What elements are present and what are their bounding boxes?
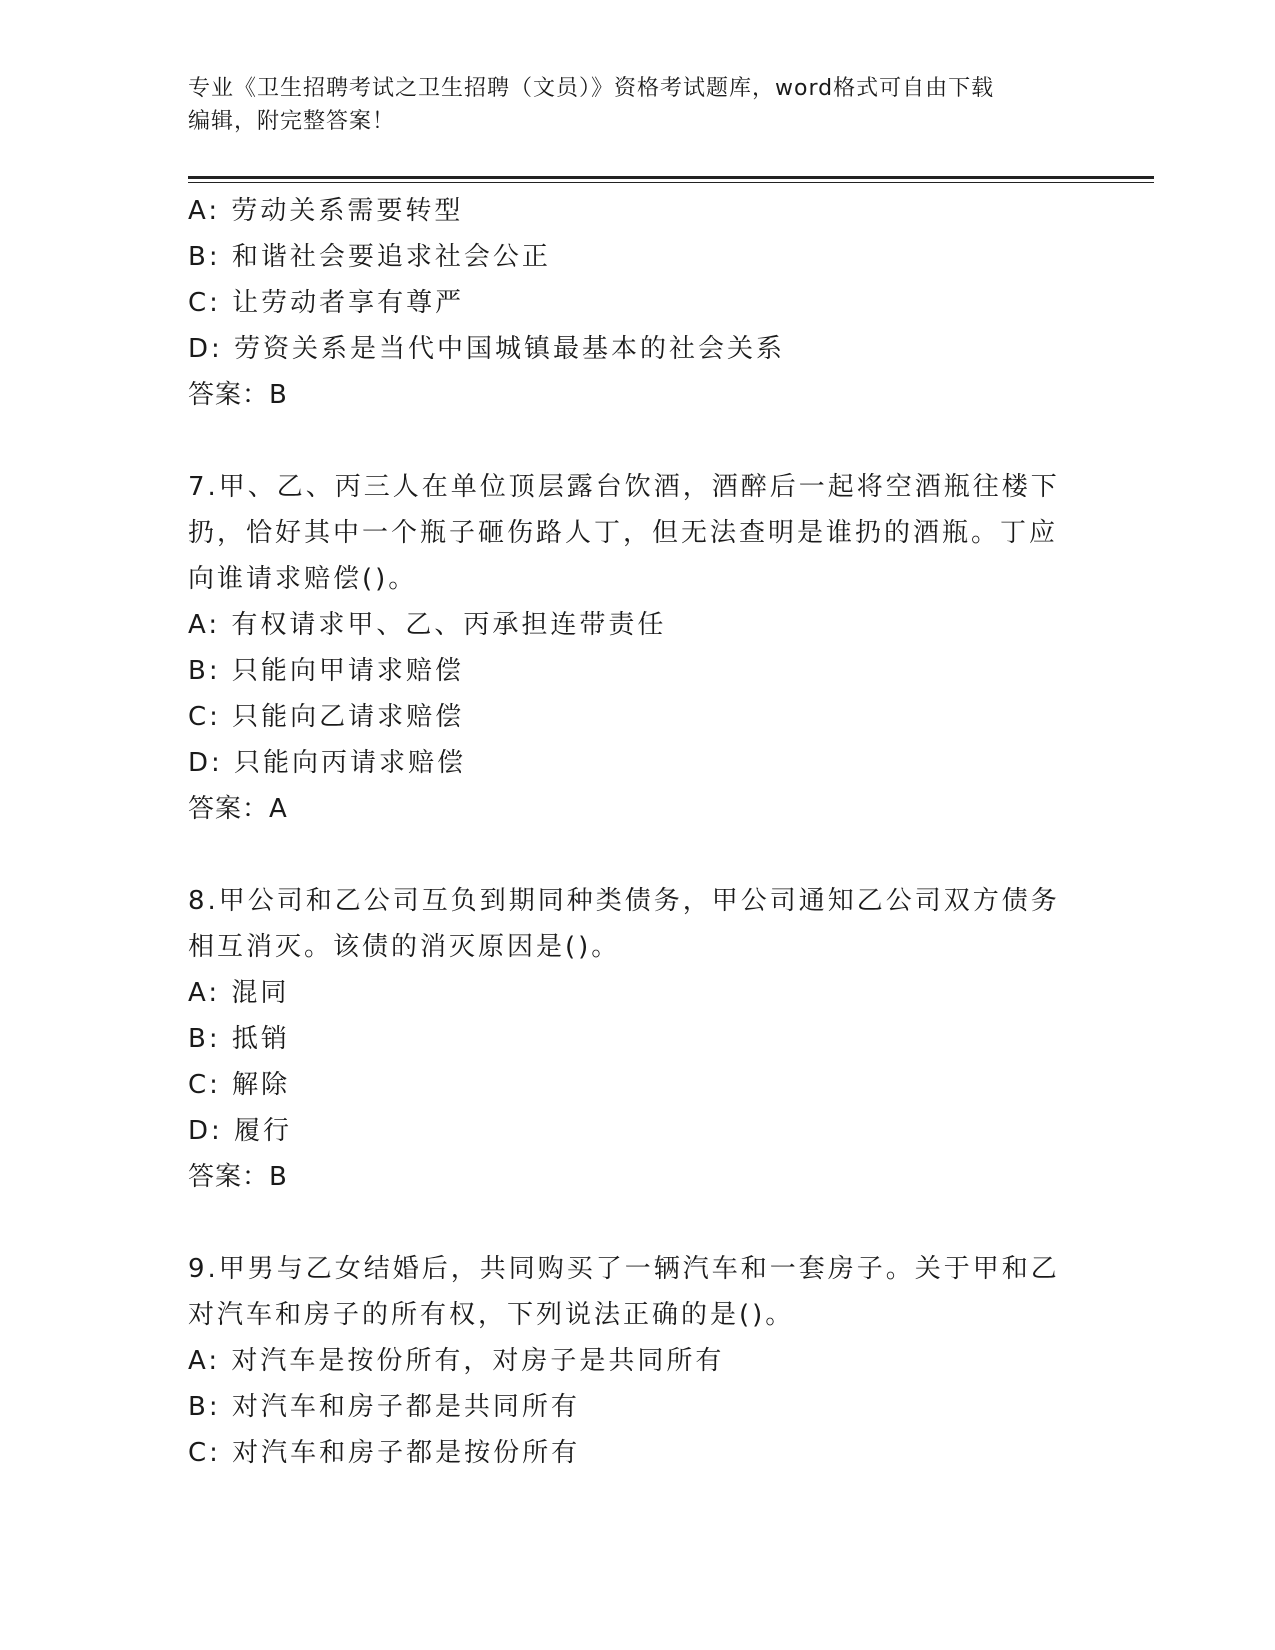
option-d: D: 履行 bbox=[188, 1116, 293, 1146]
option-a: A: 有权请求甲、乙、丙承担连带责任 bbox=[188, 610, 667, 640]
option-a: A: 对汽车是按份所有，对房子是共同所有 bbox=[188, 1346, 725, 1376]
answer: 答案：B bbox=[188, 1162, 288, 1192]
option-d: D: 只能向丙请求赔偿 bbox=[188, 748, 467, 778]
header-divider-thick bbox=[188, 176, 1154, 179]
question-6 bbox=[188, 188, 1088, 418]
question-list bbox=[188, 188, 1088, 1476]
spacer bbox=[188, 1200, 1088, 1246]
spacer bbox=[188, 832, 1088, 878]
question-text-line: 7.甲、乙、丙三人在单位顶层露台饮酒，酒醉后一起将空酒瓶往楼下 bbox=[188, 472, 1060, 502]
header-divider-thin bbox=[188, 182, 1154, 183]
question-9 bbox=[188, 1246, 1088, 1476]
question-text-line: 9.甲男与乙女结婚后，共同购买了一辆汽车和一套房子。关于甲和乙 bbox=[188, 1254, 1060, 1284]
question-text-line: 8.甲公司和乙公司互负到期同种类债务，甲公司通知乙公司双方债务 bbox=[188, 886, 1060, 916]
document-header bbox=[188, 72, 1088, 138]
question-8 bbox=[188, 878, 1088, 1200]
option-c: C: 让劳动者享有尊严 bbox=[188, 288, 465, 318]
option-d: D: 劳资关系是当代中国城镇最基本的社会关系 bbox=[188, 334, 786, 364]
option-a: A: 混同 bbox=[188, 978, 290, 1008]
option-b: B: 和谐社会要追求社会公正 bbox=[188, 242, 551, 272]
header-line-2: 编辑，附完整答案！ bbox=[188, 109, 396, 134]
question-text-line: 对汽车和房子的所有权，下列说法正确的是()。 bbox=[188, 1300, 795, 1330]
answer: 答案：A bbox=[188, 794, 288, 824]
spacer bbox=[188, 418, 1088, 464]
question-text-line: 向谁请求赔偿()。 bbox=[188, 564, 418, 594]
header-line-1: 专业《卫生招聘考试之卫生招聘（文员）》资格考试题库，word格式可自由下载 bbox=[188, 76, 995, 101]
option-b: B: 抵销 bbox=[188, 1024, 290, 1054]
option-c: C: 对汽车和房子都是按份所有 bbox=[188, 1438, 581, 1468]
question-text-line: 相互消灭。该债的消灭原因是()。 bbox=[188, 932, 621, 962]
answer: 答案：B bbox=[188, 380, 288, 410]
option-a: A: 劳动关系需要转型 bbox=[188, 196, 464, 226]
question-text-line: 扔，恰好其中一个瓶子砸伤路人丁，但无法查明是谁扔的酒瓶。丁应 bbox=[188, 518, 1059, 548]
option-b: B: 只能向甲请求赔偿 bbox=[188, 656, 464, 686]
option-c: C: 只能向乙请求赔偿 bbox=[188, 702, 465, 732]
question-7 bbox=[188, 464, 1088, 832]
option-c: C: 解除 bbox=[188, 1070, 291, 1100]
option-b: B: 对汽车和房子都是共同所有 bbox=[188, 1392, 580, 1422]
